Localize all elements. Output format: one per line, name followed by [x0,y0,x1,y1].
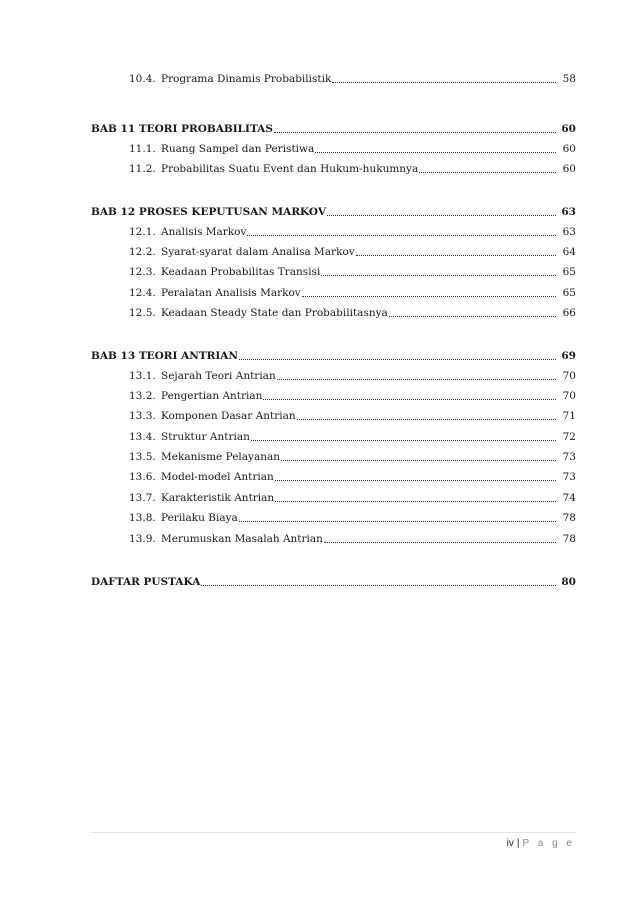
toc-section-number: 13.1. [129,370,156,382]
dot-leader [419,171,556,173]
toc-section-entry [129,263,576,279]
toc-section-number: 12.3. [129,266,156,278]
toc-section-entry [129,509,576,525]
toc-section-entry [129,407,576,423]
toc-entry-title: Struktur Antrian [161,431,250,443]
toc-section-number: 13.7. [129,492,156,504]
toc-section-entry [129,140,576,156]
toc-section-number: 11.2. [129,163,156,175]
toc-entry-title: Pengertian Antrian [161,390,263,402]
footer-divider [91,832,576,833]
toc-section-entry [129,223,576,239]
dot-leader [315,151,556,153]
toc-page-number: 72 [562,431,576,443]
toc-entry-title: DAFTAR PUSTAKA [91,576,201,588]
toc-section-number: 13.9. [129,533,156,545]
toc-entry-title: Mekanisme Pelayanan [161,451,281,463]
toc-entry-title: Ruang Sampel dan Peristiwa [161,143,315,155]
dot-leader [275,500,556,502]
toc-section-entry [129,428,576,444]
toc-page-number: 65 [562,266,576,278]
toc-entry-title: Programa Dinamis Probabilistik [161,73,332,85]
toc-page-number: 73 [562,451,576,463]
toc-section-number: 10.4. [129,73,156,85]
toc-page-number: 64 [562,246,576,258]
toc-section-entry [129,160,576,176]
toc-chapter-entry [91,347,576,363]
toc-section-entry [129,530,576,546]
toc-section-number: 12.2. [129,246,156,258]
toc-page-number: 63 [562,226,576,238]
toc-section-entry [129,70,576,86]
toc-entry-title: Peralatan Analisis Markov [161,287,301,299]
toc-entry-title: Sejarah Teori Antrian [161,370,276,382]
footer-page-word: P a g e [522,838,575,849]
dot-leader [297,418,556,420]
toc-entry-title: Keadaan Probabilitas Transisi [161,266,321,278]
toc-page-number: 70 [562,390,576,402]
toc-chapter-entry [91,203,576,219]
toc-section-number: 13.6. [129,471,156,483]
toc-page-number: 78 [562,533,576,545]
dot-leader [281,459,556,461]
dot-leader [302,295,556,297]
dot-leader [274,131,556,133]
footer-separator: | [516,838,520,849]
footer-page-number: iv [506,838,514,849]
toc-section-number: 13.2. [129,390,156,402]
toc-entry-title: BAB 12 PROSES KEPUTUSAN MARKOV [91,206,326,218]
toc-entry-title: Merumuskan Masalah Antrian [161,533,323,545]
toc-section-number: 13.3. [129,410,156,422]
toc-section-number: 11.1. [129,143,156,155]
toc-page-number: 73 [562,471,576,483]
toc-chapter-entry [91,573,576,589]
toc-page-number: 80 [561,576,576,588]
toc-page-number: 60 [562,163,576,175]
toc-section-entry [129,387,576,403]
toc-page-number: 69 [561,350,576,362]
toc-page-number: 60 [561,123,576,135]
toc-entry-title: Perilaku Biaya [161,512,238,524]
toc-entry-title: Probabilitas Suatu Event dan Hukum-hukumnya [161,163,419,175]
toc-entry-title: Syarat-syarat dalam Analisa Markov [161,246,355,258]
dot-leader [275,479,556,481]
toc-section-entry [129,448,576,464]
toc-page-number: 63 [561,206,576,218]
toc-section-number: 13.8. [129,512,156,524]
dot-leader [324,541,556,543]
toc-chapter-entry [91,120,576,136]
dot-leader [277,378,556,380]
toc-section-number: 13.4. [129,431,156,443]
toc-page-number: 60 [562,143,576,155]
toc-entry-title: Keadaan Steady State dan Probabilitasnya [161,307,388,319]
toc-page-number: 71 [562,410,576,422]
toc-page-number: 74 [562,492,576,504]
dot-leader [389,315,556,317]
toc-page-number: 66 [562,307,576,319]
dot-leader [321,274,556,276]
toc-section-number: 12.5. [129,307,156,319]
dot-leader [239,358,556,360]
toc-entry-title: Komponen Dasar Antrian [161,410,296,422]
toc-page-number: 65 [562,287,576,299]
dot-leader [247,234,556,236]
toc-section-number: 12.4. [129,287,156,299]
page-footer [507,838,575,849]
toc-section-entry [129,284,576,300]
toc-section-number: 13.5. [129,451,156,463]
dot-leader [251,439,556,441]
toc-page-number: 58 [562,73,576,85]
toc-entry-title: Karakteristik Antrian [161,492,275,504]
toc-page-number: 78 [562,512,576,524]
toc-entry-title: Analisis Markov [161,226,247,238]
toc-section-entry [129,243,576,259]
dot-leader [327,214,556,216]
toc-entry-title: BAB 13 TEORI ANTRIAN [91,350,239,362]
dot-leader [263,398,556,400]
dot-leader [239,520,556,522]
dot-leader [201,584,556,586]
toc-page-number: 70 [562,370,576,382]
toc-section-entry [129,468,576,484]
toc-section-number: 12.1. [129,226,156,238]
toc-section-entry [129,304,576,320]
toc-entry-title: BAB 11 TEORI PROBABILITAS [91,123,273,135]
toc-section-entry [129,489,576,505]
toc-entry-title: Model-model Antrian [161,471,274,483]
dot-leader [332,81,556,83]
dot-leader [356,254,556,256]
toc-section-entry [129,367,576,383]
